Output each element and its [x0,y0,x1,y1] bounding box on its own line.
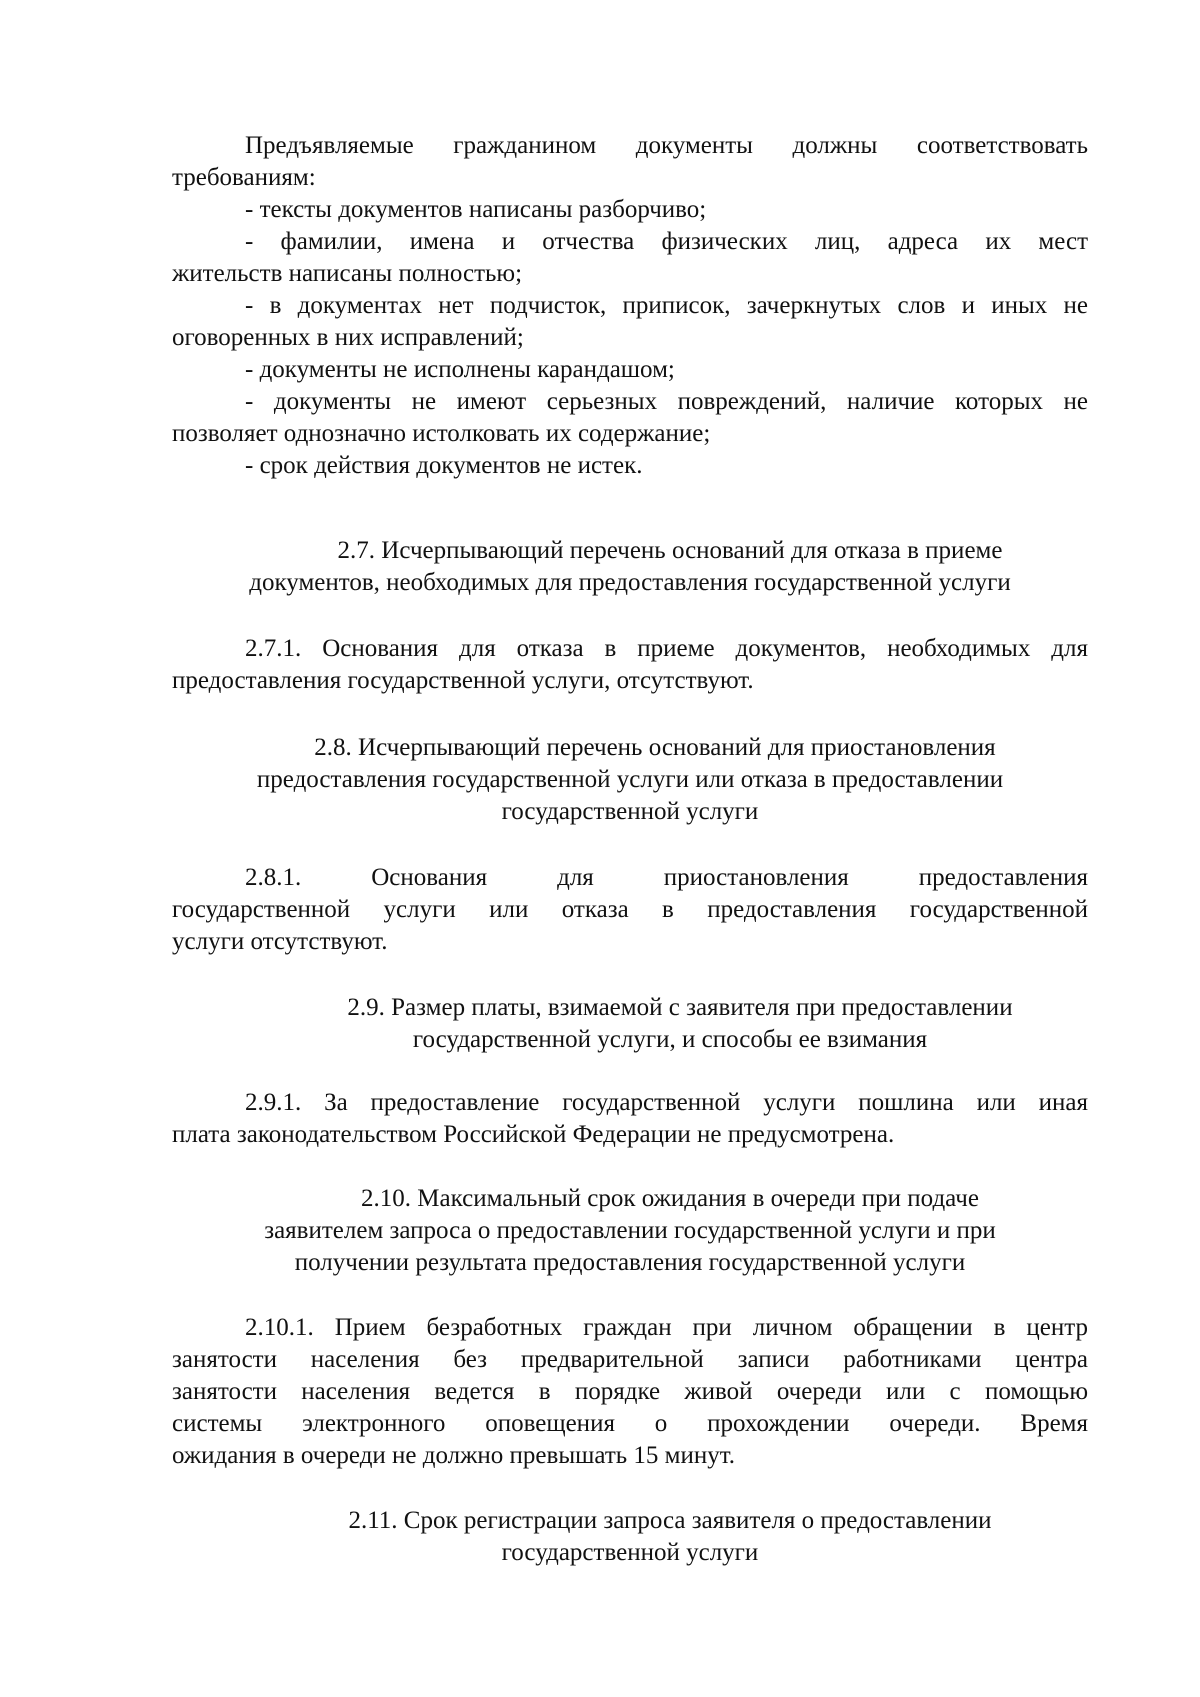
section-heading-line: 2.9. Размер платы, взимаемой с заявителя при предоставлении [347,994,1013,1021]
section-heading-line: 2.8. Исчерпывающий перечень оснований для приостановления [314,734,996,761]
section-body-line: государственной услуги или отказа в предоставления государственной [172,896,1088,923]
requirement-item: - фамилии, имена и отчества физических лиц, адреса их мест [245,228,1088,255]
section-body-line: 2.8.1. Основания для приостановления предоставления [245,864,1088,891]
section-heading-line: заявителем запроса о предоставлении государственной услуги и при [264,1217,996,1244]
section-body-line: системы электронного оповещения о прохождении очереди. Время [172,1410,1088,1437]
section-heading-line: государственной услуги, и способы ее взимания [412,1026,928,1053]
requirement-item: - тексты документов написаны разборчиво; [245,196,707,223]
section-body [172,1087,1088,1151]
section-body-line: ожидания в очереди не должно превышать 15 минут. [172,1442,736,1469]
requirements-intro-line: требованиям: [172,164,316,191]
section-heading [172,535,1088,599]
requirement-item-continuation: позволяет однозначно истолковать их содержание; [172,420,711,447]
section-heading [172,1505,1088,1569]
section-body [172,862,1088,958]
requirement-item-continuation: оговоренных в них исправлений; [172,324,524,351]
requirement-item: - срок действия документов не истек. [245,452,643,479]
requirement-item-continuation: жительств написаны полностью; [172,260,523,287]
section-body [172,633,1088,697]
section-body-line: 2.9.1. За предоставление государственной услуги пошлина или иная [245,1089,1088,1116]
section-heading [172,732,1088,828]
section-body-line: занятости населения ведется в порядке живой очереди или с помощью [172,1378,1088,1405]
section-heading [172,1183,1088,1279]
section-body-line: плата законодательством Российской Федерации не предусмотрена. [172,1121,895,1148]
requirements-block [172,130,1088,482]
section-body-line: занятости населения без предварительной записи работниками центра [172,1346,1088,1373]
section-heading-line: 2.11. Срок регистрации запроса заявителя о предоставлении [348,1507,992,1534]
requirements-intro-line: Предъявляемые гражданином документы должны соответствовать [245,132,1088,159]
section-body-line: 2.7.1. Основания для отказа в приеме документов, необходимых для [245,635,1088,662]
section-body [172,1312,1088,1472]
requirement-item: - документы не исполнены карандашом; [245,356,675,383]
section-heading-line: предоставления государственной услуги или отказа в предоставлении [256,766,1004,793]
section-body-line: 2.10.1. Прием безработных граждан при личном обращении в центр [245,1314,1088,1341]
section-heading-line: государственной услуги [501,1539,759,1566]
section-heading-line: государственной услуги [501,798,759,825]
section-heading-line: 2.10. Максимальный срок ожидания в очереди при подаче [361,1185,979,1212]
requirement-item: - документы не имеют серьезных повреждений, наличие которых не [245,388,1088,415]
section-body-line: услуги отсутствуют. [172,928,388,955]
section-body-line: предоставления государственной услуги, отсутствуют. [172,667,754,694]
section-heading-line: документов, необходимых для предоставления государственной услуги [249,569,1011,596]
section-heading-line: 2.7. Исчерпывающий перечень оснований для отказа в приеме [337,537,1003,564]
section-heading-line: получении результата предоставления государственной услуги [294,1249,966,1276]
section-heading [172,992,1088,1056]
requirement-item: - в документах нет подчисток, приписок, зачеркнутых слов и иных не [245,292,1088,319]
